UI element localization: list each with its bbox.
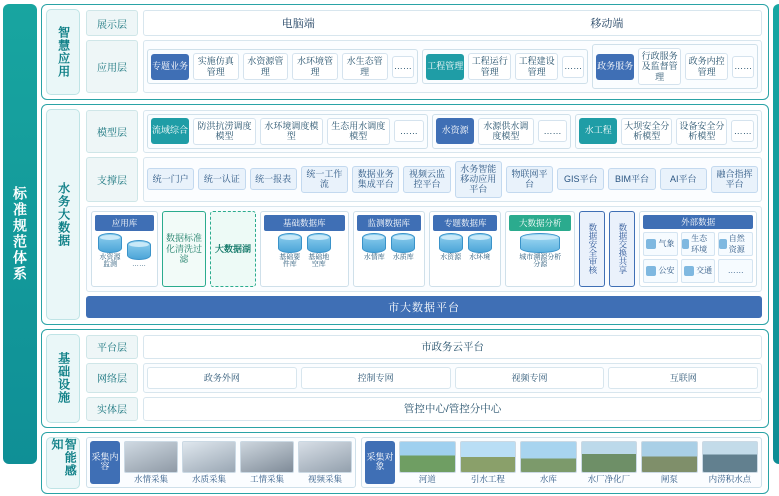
data-exchange-sharing[interactable]: 数据交换共享 — [609, 211, 635, 287]
chip-engineering-operation[interactable]: 工程运行管理 — [468, 53, 511, 80]
band-title-water-big-data: 水务大数据 — [46, 109, 80, 320]
row-display-layer — [86, 10, 762, 36]
chip-iot-platform[interactable]: 物联网平台 — [506, 166, 553, 193]
chip-fusion-command-platform[interactable]: 融合指挥平台 — [711, 166, 758, 193]
cloud-icon — [646, 239, 656, 249]
external-data-header: 外部数据 — [643, 215, 753, 229]
big-data-pipeline — [86, 206, 762, 292]
database-cylinder-icon — [127, 240, 151, 260]
sense-item-water-quality[interactable] — [182, 441, 236, 484]
external-cell-ecology[interactable] — [681, 232, 716, 256]
display-cell-pc[interactable]: 电脑端 — [281, 18, 315, 30]
sense-item-label: 水库 — [539, 473, 557, 484]
chip-water-engineering-more[interactable]: …… — [731, 120, 754, 142]
cylinder-basic-geo[interactable] — [306, 233, 332, 269]
left-vertical-band — [3, 4, 37, 464]
chip-eco-water-model[interactable]: 生态用水调度模型 — [327, 118, 390, 145]
chip-ai-platform[interactable]: AI平台 — [660, 168, 707, 190]
group-lead-water-engineering-model[interactable]: 水工程 — [579, 118, 617, 144]
external-cell-label: 交通 — [696, 266, 713, 276]
chip-video-cloud-monitor[interactable]: 视频云监控平台 — [403, 166, 450, 193]
row-application-layer — [86, 40, 762, 93]
group-lead-engineering-mgmt[interactable]: 工程管理 — [426, 54, 464, 80]
external-data-box — [639, 211, 757, 287]
sense-item-label: 水情采集 — [134, 473, 169, 484]
db-row-analysis — [517, 233, 563, 269]
sense-object-water-diversion[interactable] — [460, 441, 517, 484]
layer-label-support: 支撑层 — [86, 157, 138, 202]
cylinder-label: 水情库 — [363, 253, 385, 261]
band-body-smart-sensing — [84, 433, 768, 493]
layer-label-application: 应用层 — [86, 40, 138, 93]
group-basin-comprehensive — [147, 114, 428, 149]
layer-label-entity: 实体层 — [86, 397, 138, 421]
display-cell-mobile[interactable]: 移动端 — [590, 18, 624, 30]
chip-government-more[interactable]: …… — [732, 56, 754, 78]
db-row-app-store — [97, 233, 152, 269]
sense-object-reservoir[interactable] — [520, 441, 577, 484]
data-cleaning-filter[interactable]: 数据标准化清洗过滤 — [162, 211, 206, 287]
external-cell-meteorology[interactable] — [643, 232, 678, 256]
cylinder-label: 水资源 — [440, 253, 462, 261]
left-vertical-band-label: 标准规范体系 — [12, 186, 29, 282]
db-header-monitoring: 监测数据库 — [357, 215, 421, 231]
car-icon — [684, 266, 694, 276]
chip-dam-safety-model[interactable]: 大坝安全分析模型 — [621, 118, 672, 145]
external-cell-more[interactable] — [718, 259, 753, 283]
layer-label-platform: 平台层 — [86, 335, 138, 359]
database-cylinder-icon — [278, 233, 302, 253]
chip-internal-control[interactable]: 政务内控管理 — [685, 53, 728, 80]
chip-sim-mgmt[interactable]: 实施仿真管理 — [193, 53, 239, 80]
external-cell-label: 公安 — [658, 266, 675, 276]
external-cell-label: 气象 — [658, 239, 675, 249]
band-smart-sensing — [41, 432, 769, 494]
db-group-basic — [260, 211, 349, 287]
sense-item-video[interactable] — [298, 441, 352, 484]
cylinder-label: 基础要件库 — [279, 253, 301, 269]
chip-video-network[interactable]: 视频专网 — [455, 367, 605, 389]
database-cylinder-icon — [468, 233, 492, 253]
cylinder-water-quality[interactable] — [390, 233, 416, 261]
db-header-analysis: 大数据分析 — [509, 215, 571, 231]
chip-water-resource-more[interactable]: …… — [538, 120, 568, 142]
chip-basin-more[interactable]: …… — [394, 120, 425, 142]
sense-item-label: 引水工程 — [470, 473, 505, 484]
layer-label-model: 模型层 — [86, 110, 138, 153]
cylinder-water-resource[interactable] — [438, 233, 464, 261]
network-layer-box — [143, 363, 762, 393]
cylinder-label: 城市溯源分析分源 — [519, 253, 562, 269]
chip-gis-platform[interactable]: GIS平台 — [557, 168, 604, 190]
sense-object-gate-pump[interactable] — [641, 441, 698, 484]
sense-lead-collection-content[interactable]: 采集内容 — [90, 441, 120, 484]
cylinder-label: 水环境 — [469, 253, 491, 261]
support-layer-box — [143, 157, 762, 202]
chip-data-business-integration[interactable]: 数据业务集成平台 — [352, 166, 399, 193]
band-infrastructure — [41, 329, 769, 428]
group-lead-topic-business[interactable]: 专题业务 — [151, 54, 189, 80]
chip-internet[interactable]: 互联网 — [608, 367, 758, 389]
mountain-icon — [719, 239, 726, 249]
chip-water-env-mgmt[interactable]: 水环境管理 — [292, 53, 338, 80]
chip-engineering-more[interactable]: …… — [562, 56, 584, 78]
db-row-basic — [277, 233, 332, 269]
sense-object-water-plant[interactable] — [581, 441, 638, 484]
band-smart-application — [41, 4, 769, 100]
chip-water-eco-mgmt[interactable]: 水生态管理 — [342, 53, 388, 80]
cylinder-label: 水质库 — [392, 253, 414, 261]
chip-unified-portal[interactable]: 统一门户 — [147, 168, 194, 190]
database-cylinder-icon — [362, 233, 386, 253]
sense-item-label: 内涝积水点 — [708, 473, 752, 484]
db-header-topic: 专题数据库 — [433, 215, 497, 231]
cylinder-label: …… — [132, 261, 147, 269]
band-title-smart-application: 智慧应用 — [46, 9, 80, 95]
group-water-engineering-model — [575, 114, 758, 149]
row-entity-layer — [86, 397, 762, 421]
analysis-chart-icon — [520, 233, 560, 253]
sense-items-collection-content — [124, 441, 352, 484]
leaf-icon — [682, 239, 689, 249]
chip-topic-more[interactable]: …… — [392, 56, 415, 78]
sense-object-waterlogging-point[interactable] — [702, 441, 759, 484]
band-water-big-data — [41, 104, 769, 325]
db-header-basic: 基础数据库 — [264, 215, 345, 231]
database-cylinder-icon — [391, 233, 415, 253]
chip-unified-workflow[interactable]: 统一工作流 — [301, 166, 348, 193]
external-cell-label: 自然资源 — [728, 233, 745, 254]
layer-label-network: 网络层 — [86, 363, 138, 393]
big-data-area — [86, 206, 762, 318]
db-group-topic — [429, 211, 501, 287]
chip-admin-service-supervision[interactable]: 行政服务及监督管理 — [638, 48, 681, 85]
row-platform-layer — [86, 335, 762, 359]
row-model-layer — [86, 110, 762, 153]
group-lead-government-service[interactable]: 政务服务 — [596, 54, 634, 80]
db-group-monitoring — [353, 211, 425, 287]
chip-control-network[interactable]: 控制专网 — [301, 367, 451, 389]
chip-smart-mobile-platform[interactable]: 水务智能移动应用平台 — [455, 161, 502, 198]
row-network-layer — [86, 363, 762, 393]
database-cylinder-icon — [98, 233, 122, 253]
cylinder-water-resource-monitor[interactable] — [97, 233, 123, 269]
sense-lead-collection-object[interactable]: 采集对象 — [365, 441, 395, 484]
chip-water-env-model[interactable]: 水环境调度模型 — [260, 118, 323, 145]
entity-layer-box[interactable]: 管控中心/管控分中心 — [143, 397, 762, 421]
db-row-monitoring — [361, 233, 416, 261]
external-cell-label: 生态环境 — [691, 233, 708, 254]
city-big-data-platform-bar[interactable]: 市大数据平台 — [86, 296, 762, 318]
group-government-service — [592, 44, 758, 89]
center-column — [40, 0, 770, 484]
sense-item-label: 河道 — [418, 473, 436, 484]
cylinder-label: 水资源监测 — [99, 253, 121, 269]
chip-water-resource-mgmt[interactable]: 水资源管理 — [243, 53, 289, 80]
database-cylinder-icon — [439, 233, 463, 253]
data-security-audit[interactable]: 数据安全审核 — [579, 211, 605, 287]
sense-item-label: 闸泵 — [660, 473, 678, 484]
chip-unified-report[interactable]: 统一报表 — [250, 168, 297, 190]
sense-item-label: 水质采集 — [192, 473, 227, 484]
row-support-layer — [86, 157, 762, 202]
db-group-app-store — [91, 211, 158, 287]
chip-bim-platform[interactable]: BIM平台 — [608, 168, 655, 190]
cylinder-basic-element[interactable] — [277, 233, 303, 269]
sense-item-label: 工情采集 — [250, 473, 285, 484]
platform-layer-box[interactable]: 市政务云平台 — [143, 335, 762, 359]
group-lead-water-resource-model[interactable]: 水资源 — [436, 118, 474, 144]
external-cell-label: …… — [727, 266, 744, 276]
group-water-resource-model — [432, 114, 571, 149]
cylinder-source-analysis[interactable] — [517, 233, 563, 269]
band-body-smart-application — [84, 5, 768, 99]
db-row-topic — [438, 233, 493, 261]
right-vertical-band — [773, 4, 779, 464]
external-data-grid — [643, 232, 753, 283]
sense-item-water-condition[interactable] — [124, 441, 178, 484]
big-data-lake[interactable]: 大数据湖 — [210, 211, 256, 287]
sense-item-label: 水厂净化厂 — [587, 473, 631, 484]
chip-equipment-safety-model[interactable]: 设备安全分析模型 — [676, 118, 727, 145]
sense-items-collection-object — [399, 441, 758, 484]
sense-group-collection-content — [86, 437, 356, 488]
band-title-smart-sensing: 智能感知 — [46, 437, 80, 489]
cylinder-app-store-more[interactable] — [126, 240, 152, 268]
chip-engineering-construction[interactable]: 工程建设管理 — [515, 53, 558, 80]
database-cylinder-icon — [307, 233, 331, 253]
sense-group-collection-object — [361, 437, 762, 488]
group-engineering-mgmt — [422, 49, 588, 84]
sense-item-engineering[interactable] — [240, 441, 294, 484]
group-topic-business — [147, 49, 418, 84]
band-body-water-big-data — [84, 105, 768, 324]
chip-unified-auth[interactable]: 统一认证 — [198, 168, 245, 190]
layer-label-display: 展示层 — [86, 10, 138, 36]
group-lead-basin-comprehensive[interactable]: 流域综合 — [151, 118, 189, 144]
cylinder-label: 基础地空库 — [308, 253, 330, 269]
chip-supply-dispatch-model[interactable]: 水源供水调度模型 — [478, 118, 533, 145]
external-cell-traffic[interactable] — [681, 259, 716, 283]
application-layer-box — [143, 40, 762, 93]
db-header-app-store: 应用库 — [95, 215, 154, 231]
chip-government-extranet[interactable]: 政务外网 — [147, 367, 297, 389]
model-layer-box — [143, 110, 762, 153]
sense-object-river[interactable] — [399, 441, 456, 484]
sense-item-label: 视频采集 — [308, 473, 343, 484]
db-group-analysis — [505, 211, 575, 287]
cylinder-water-environment[interactable] — [467, 233, 493, 261]
display-layer-box — [143, 10, 762, 36]
external-cell-natural-resource[interactable] — [718, 232, 753, 256]
shield-icon — [646, 266, 656, 276]
external-cell-police[interactable] — [643, 259, 678, 283]
cylinder-water-condition[interactable] — [361, 233, 387, 261]
band-title-infrastructure: 基础设施 — [46, 334, 80, 423]
chip-flood-model[interactable]: 防洪抗涝调度模型 — [193, 118, 256, 145]
band-body-infrastructure — [84, 330, 768, 427]
